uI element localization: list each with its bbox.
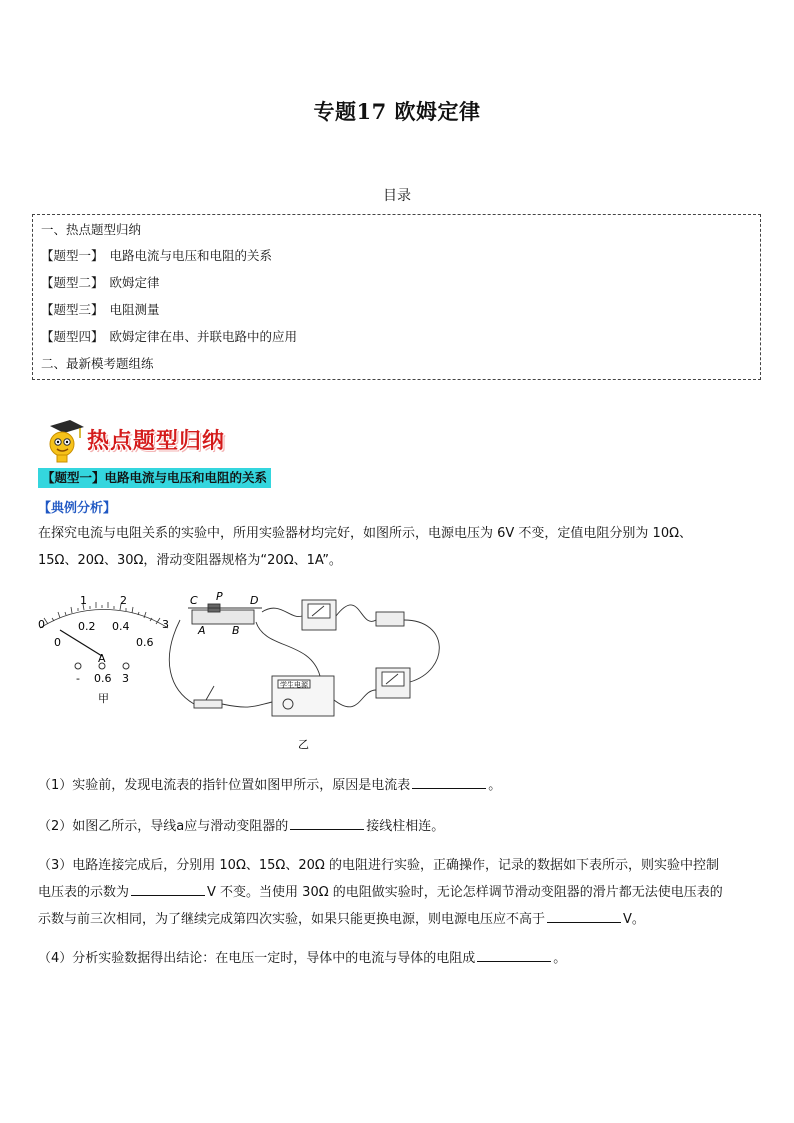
answer-blank[interactable] <box>547 908 621 923</box>
question-2 <box>38 814 758 839</box>
terminal-06: 0.6 <box>94 672 112 685</box>
scale-bottom-0: 0 <box>54 636 61 649</box>
question-type-label: 【题型一】电路电流与电压和电阻的关系 <box>38 468 271 488</box>
answer-blank[interactable] <box>412 774 486 789</box>
scale-top-1: 1 <box>80 594 87 607</box>
answer-blank[interactable] <box>290 815 364 830</box>
mascot-icon <box>40 418 86 464</box>
question-3-text-d: V。 <box>623 912 645 927</box>
toc-heading: 目录 <box>383 188 411 204</box>
section-banner-text: 热点题型归纳 <box>87 429 226 454</box>
toc-item[interactable] <box>41 354 154 372</box>
terminal-neg: - <box>76 672 80 685</box>
toc-item[interactable] <box>41 327 297 345</box>
rheostat-label-d: D <box>250 594 259 607</box>
question-2-end: 接线柱相连。 <box>366 819 445 834</box>
circuit-diagram <box>169 600 439 716</box>
question-1 <box>38 773 758 798</box>
supply-label: 学生电源 <box>280 681 308 689</box>
toc-item-tag: 【题型三】 <box>41 302 104 317</box>
question-3-line-3 <box>38 907 758 932</box>
meter-unit: A <box>98 652 106 665</box>
toc-item[interactable] <box>41 273 160 291</box>
scale-bottom-3: 0.6 <box>136 636 154 649</box>
ammeter-diagram <box>38 594 169 705</box>
toc-item-tag: 【题型四】 <box>41 329 104 344</box>
toc-item-text: 欧姆定律在串、并联电路中的应用 <box>109 329 298 344</box>
toc-box <box>32 214 761 380</box>
toc-item-tag: 【题型一】 <box>41 248 104 263</box>
toc-item-text: 欧姆定律 <box>109 275 160 290</box>
toc-item-text: 二、最新模考题组练 <box>41 356 154 371</box>
rheostat-label-c: C <box>190 594 198 607</box>
analysis-label: 【典例分析】 <box>38 501 117 516</box>
scale-top-0: 0 <box>38 618 45 631</box>
page-title: 专题17 欧姆定律 <box>313 99 481 124</box>
question-2-text: （2）如图乙所示，导线a应与滑动变阻器的 <box>38 819 289 834</box>
toc-item-text: 电路电流与电压和电阻的关系 <box>109 248 273 263</box>
scale-bottom-1: 0.2 <box>78 620 96 633</box>
answer-blank[interactable] <box>477 947 551 962</box>
scale-top-2: 2 <box>120 594 127 607</box>
question-4-end: 。 <box>553 951 567 966</box>
scale-bottom-2: 0.4 <box>112 620 130 633</box>
toc-item-tag: 【题型二】 <box>41 275 104 290</box>
answer-blank[interactable] <box>131 881 205 896</box>
caption-jia: 甲 <box>98 692 109 705</box>
toc-item[interactable] <box>41 300 160 318</box>
question-1-text: （1）实验前，发现电流表的指针位置如图甲所示，原因是电流表 <box>38 778 411 793</box>
question-3-line-2 <box>38 880 758 905</box>
section-banner <box>40 418 280 462</box>
experiment-figure <box>30 590 500 760</box>
toc-item[interactable] <box>41 246 272 264</box>
meter-needle <box>60 630 102 656</box>
question-3-text-a: 电压表的示数为 <box>38 885 130 900</box>
caption-yi: 乙 <box>298 738 309 751</box>
terminal-3: 3 <box>122 672 129 685</box>
toc-item-text: 一、热点题型归纳 <box>41 222 142 237</box>
question-4 <box>38 946 758 971</box>
intro-line-1: 在探究电流与电阻关系的实验中，所用实验器材均完好，如图所示，电源电压为 6V 不变，定值电阻分别为 10Ω、 <box>38 526 693 541</box>
rheostat-label-p: P <box>216 590 223 603</box>
toc-item[interactable] <box>41 220 141 238</box>
question-1-end: 。 <box>488 778 502 793</box>
question-4-text: （4）分析实验数据得出结论：在电压一定时，导体中的电流与导体的电阻成 <box>38 951 476 966</box>
rheostat-label-a: A <box>198 624 206 637</box>
rheostat-label-b: B <box>232 624 240 637</box>
toc-item-text: 电阻测量 <box>109 302 160 317</box>
question-3-line-1: （3）电路连接完成后，分别用 10Ω、15Ω、20Ω 的电阻进行实验，正确操作，记录的数据如下表所示，则实验中控制 <box>38 858 719 873</box>
question-3-text-b: V 不变。当使用 30Ω 的电阻做实验时，无论怎样调节滑动变阻器的滑片都无法使电压表的 <box>207 885 723 900</box>
question-3-text-c: 示数与前三次相同，为了继续完成第四次实验，如果只能更换电源，则电源电压应不高于 <box>38 912 546 927</box>
intro-line-2: 15Ω、20Ω、30Ω，滑动变阻器规格为“20Ω、1A”。 <box>38 553 342 568</box>
scale-top-3: 3 <box>162 618 169 631</box>
